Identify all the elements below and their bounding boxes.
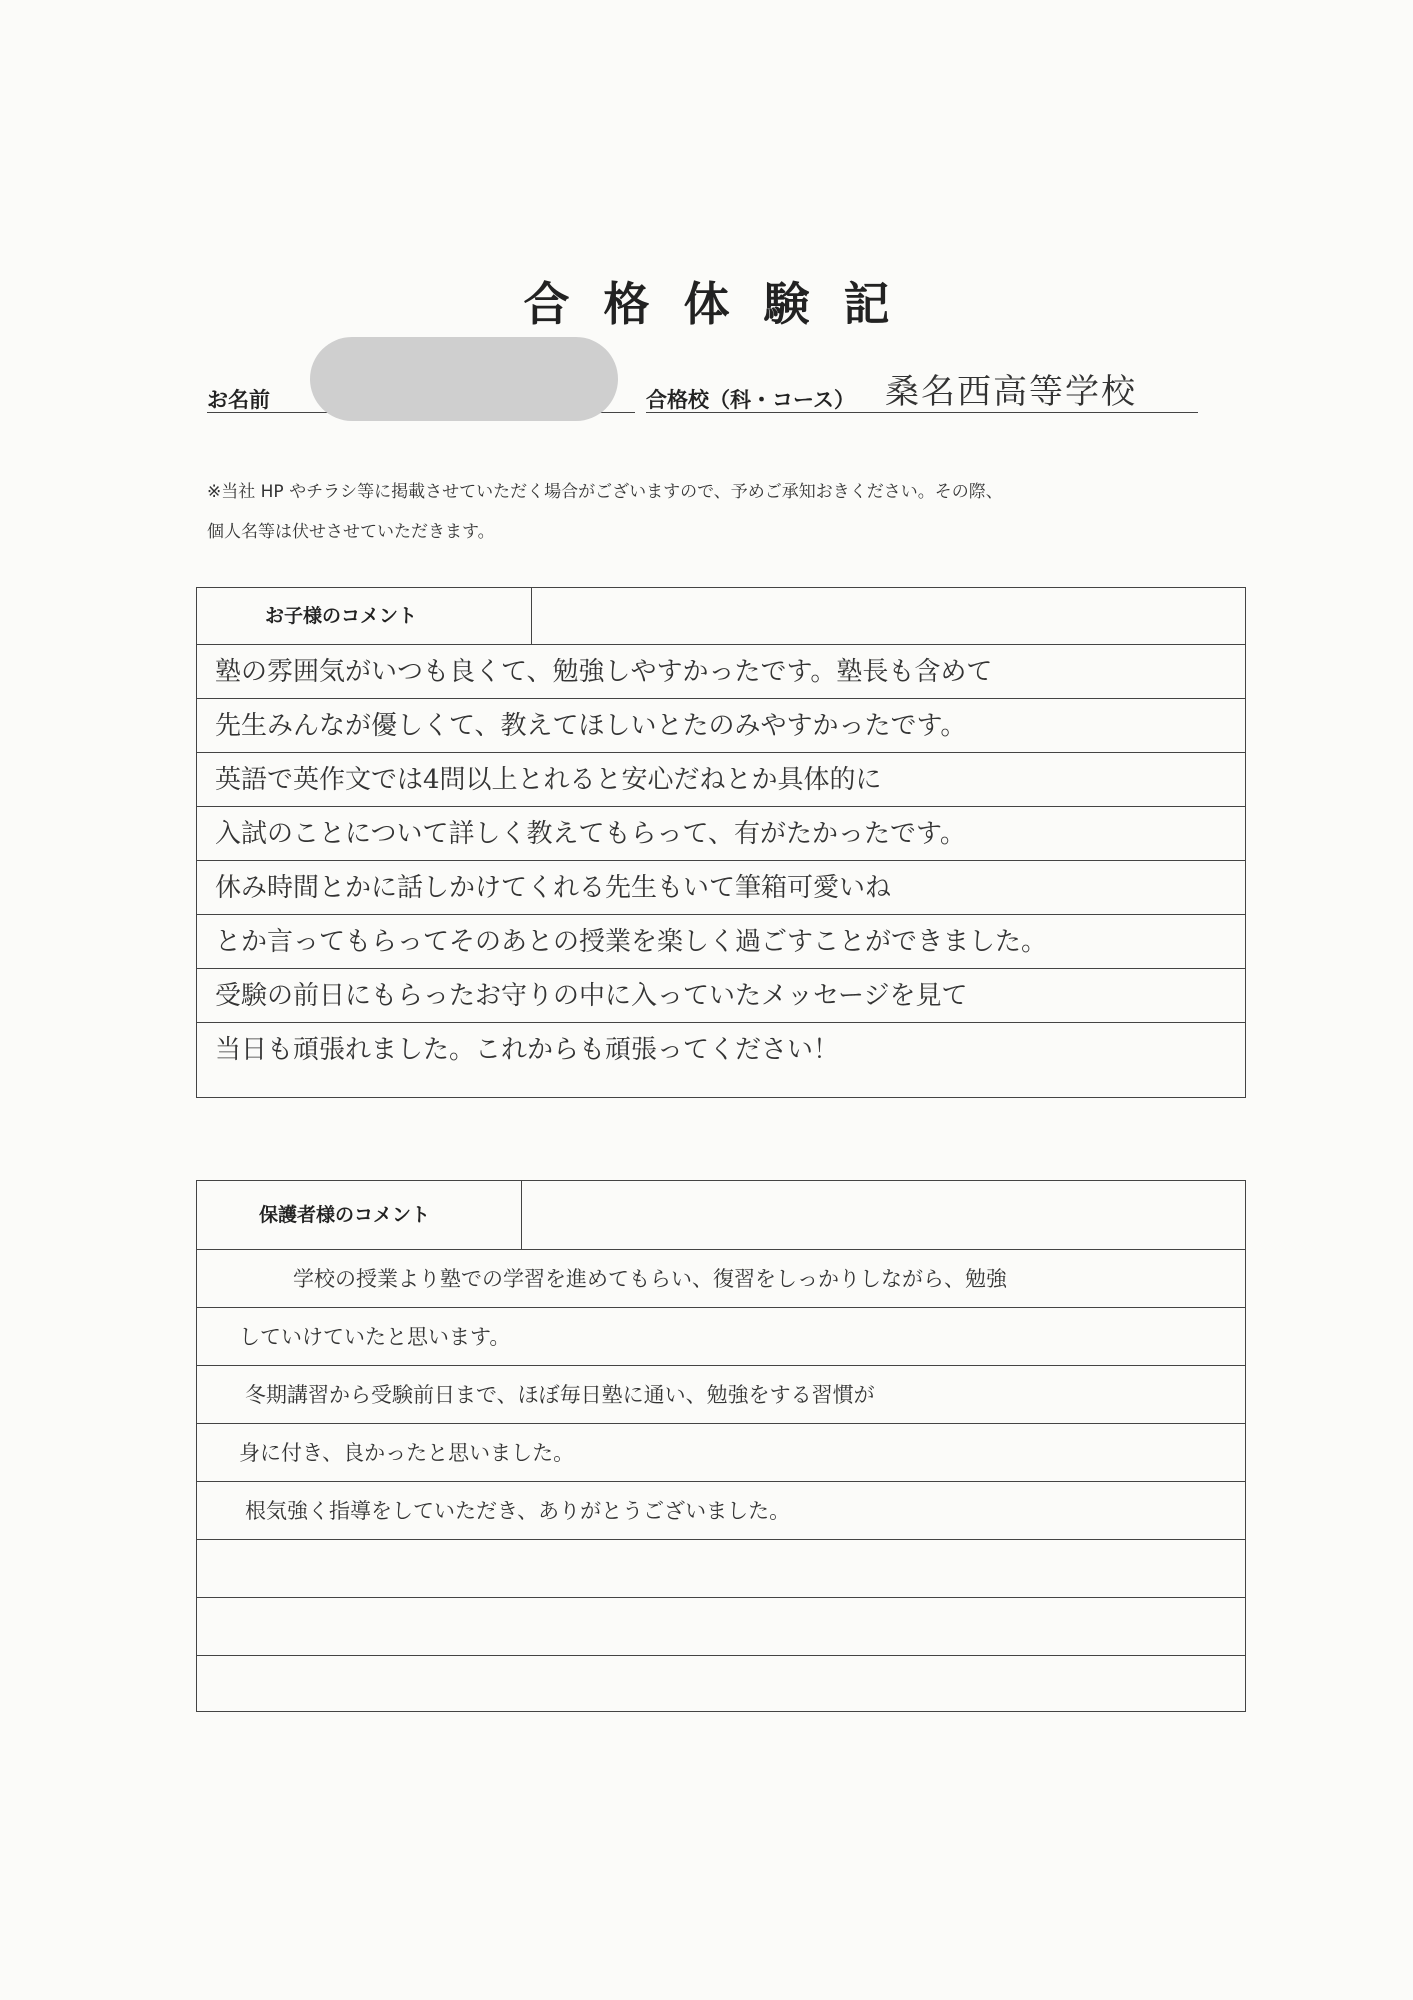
parent-comment-line: していけていたと思います。 <box>197 1308 1245 1366</box>
child-comment-line: 受験の前日にもらったお守りの中に入っていたメッセージを見て <box>197 969 1245 1023</box>
parent-comment-line <box>197 1656 1245 1712</box>
name-redaction <box>310 337 618 421</box>
parent-comment-label: 保護者様のコメント <box>197 1181 522 1249</box>
child-comment-line: とか言ってもらってそのあとの授業を楽しく過ごすことができました。 <box>197 915 1245 969</box>
child-comment-box <box>196 587 1246 1098</box>
notice-line: 個人名等は伏せさせていただきます。 <box>207 522 495 542</box>
child-comment-line: 塾の雰囲気がいつも良くて、勉強しやすかったです。塾長も含めて <box>197 645 1245 699</box>
parent-comment-line <box>197 1540 1245 1598</box>
notice <box>207 472 1207 552</box>
child-comment-header <box>197 588 1245 645</box>
parent-comment-line: 学校の授業より塾での学習を進めてもらい、復習をしっかりしながら、勉強 <box>197 1250 1245 1308</box>
parent-comment-line: 身に付き、良かったと思いました。 <box>197 1424 1245 1482</box>
child-comment-label: お子様のコメント <box>197 588 532 644</box>
parent-comment-line <box>197 1598 1245 1656</box>
parent-comment-line: 根気強く指導をしていただき、ありがとうございました。 <box>197 1482 1245 1540</box>
school-underline <box>646 412 1198 413</box>
child-comment-line: 英語で英作文では4問以上とれると安心だねとか具体的に <box>197 753 1245 807</box>
child-comment-line: 先生みんなが優しくて、教えてほしいとたのみやすかったです。 <box>197 699 1245 753</box>
child-comment-line: 休み時間とかに話しかけてくれる先生もいて筆箱可愛いね <box>197 861 1245 915</box>
notice-line: ※当社 HP やチラシ等に掲載させていただく場合がございますので、予めご承知おきください。その際、 <box>207 482 1003 502</box>
child-comment-line: 当日も頑張れました。これからも頑張ってください！ <box>215 1035 840 1065</box>
school-label: 合格校（科・コース） <box>646 388 855 412</box>
school-value: 桑名西高等学校 <box>885 372 1137 412</box>
parent-comment-line: 冬期講習から受験前日まで、ほぼ毎日塾に通い、勉強をする習慣が <box>197 1366 1245 1424</box>
child-comment-line: 入試のことについて詳しく教えてもらって、有がたかったです。 <box>197 807 1245 861</box>
name-label: お名前 <box>207 388 270 412</box>
parent-comment-box <box>196 1180 1246 1712</box>
parent-comment-header <box>197 1181 1245 1250</box>
page-title: 合格体験記 <box>523 277 924 331</box>
